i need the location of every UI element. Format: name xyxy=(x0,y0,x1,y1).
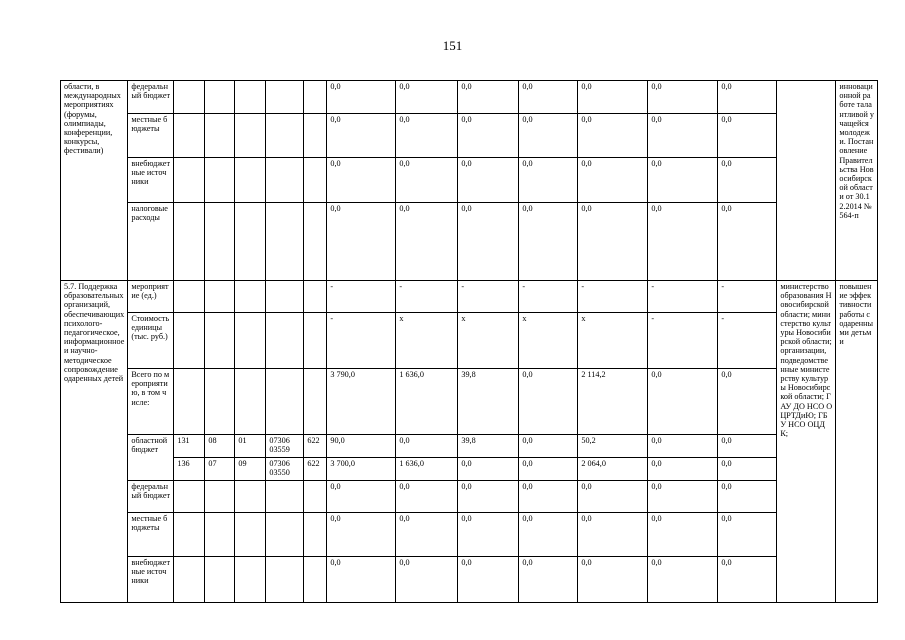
value-cell: 0,0 xyxy=(648,513,718,557)
value-cell: 0,0 xyxy=(458,158,519,203)
value-cell: 0,0 xyxy=(648,435,718,458)
value-cell: 0,0 xyxy=(327,481,396,513)
value-cell: 0,0 xyxy=(578,81,648,114)
value-cell: 0,0 xyxy=(718,81,777,114)
source-label: местные бюджеты xyxy=(128,114,174,158)
value-cell: 0,0 xyxy=(718,557,777,603)
value-cell: 0,0 xyxy=(396,114,458,158)
value-cell: 1 636,0 xyxy=(396,369,458,435)
value-cell: 0,0 xyxy=(396,81,458,114)
expected-result: повышение эффективности работы с одаренными детьми xyxy=(836,281,878,603)
value-cell: - xyxy=(458,281,519,313)
value-cell: - xyxy=(396,281,458,313)
value-cell: 0,0 xyxy=(578,203,648,281)
source-label: федеральный бюджет xyxy=(128,81,174,114)
value-cell: 0,0 xyxy=(648,158,718,203)
measure-description: 5.7. Поддержка образовательных организаций, обеспечивающих психолого-педагогическое, информационное и научно-методическое сопровождение одаренных детей xyxy=(61,281,128,603)
value-cell: 0,0 xyxy=(519,203,578,281)
value-cell: 0,0 xyxy=(327,203,396,281)
value-cell: 0,0 xyxy=(648,481,718,513)
source-label: Всего по мероприятию, в том числе: xyxy=(128,369,174,435)
value-cell: 0,0 xyxy=(718,435,777,458)
value-cell: 0,0 xyxy=(396,203,458,281)
responsible-executors: министерство образования Новосибирской области; министерство культуры Новосибирской области; организации, подведомственные министерству культуры Новосибирской области; ГАУ ДО НСО ОЦРТДиЮ; ГБУ НСО ОЦДК; xyxy=(777,281,836,603)
value-cell: - xyxy=(718,313,777,369)
section-code: 08 xyxy=(205,435,235,458)
program-table xyxy=(60,80,878,603)
table-row xyxy=(61,481,878,513)
value-cell: 0,0 xyxy=(327,513,396,557)
value-cell: 0,0 xyxy=(458,81,519,114)
value-cell: 0,0 xyxy=(396,435,458,458)
table-row xyxy=(61,114,878,158)
source-label: областной бюджет xyxy=(128,435,174,481)
value-cell: x xyxy=(396,313,458,369)
value-cell: 90,0 xyxy=(327,435,396,458)
value-cell: 0,0 xyxy=(458,481,519,513)
value-cell: 0,0 xyxy=(578,481,648,513)
value-cell: 1 636,0 xyxy=(396,458,458,481)
value-cell: 0,0 xyxy=(519,481,578,513)
value-cell: - xyxy=(648,313,718,369)
value-cell: 0,0 xyxy=(327,114,396,158)
value-cell: 0,0 xyxy=(519,158,578,203)
source-label: Стоимость единицы (тыс. руб.) xyxy=(128,313,174,369)
table-row xyxy=(61,203,878,281)
value-cell: 0,0 xyxy=(648,114,718,158)
source-label: внебюджетные источники xyxy=(128,557,174,603)
source-label: внебюджетные источники xyxy=(128,158,174,203)
value-cell: 3 790,0 xyxy=(327,369,396,435)
value-cell: 0,0 xyxy=(458,114,519,158)
table-row xyxy=(61,557,878,603)
value-cell: 0,0 xyxy=(519,513,578,557)
value-cell: 0,0 xyxy=(648,369,718,435)
target-article-code: 07306 03559 xyxy=(266,435,304,458)
table-row xyxy=(61,313,878,369)
grbs-code: 131 xyxy=(174,435,205,458)
value-cell: 0,0 xyxy=(519,369,578,435)
value-cell: 0,0 xyxy=(519,81,578,114)
table-row xyxy=(61,158,878,203)
table-row xyxy=(61,458,878,481)
value-cell: 0,0 xyxy=(718,369,777,435)
subsection-code: 09 xyxy=(235,458,266,481)
value-cell: x xyxy=(578,313,648,369)
value-cell: - xyxy=(648,281,718,313)
table-row xyxy=(61,281,878,313)
value-cell: 50,2 xyxy=(578,435,648,458)
value-cell: 0,0 xyxy=(578,557,648,603)
source-label: налоговые расходы xyxy=(128,203,174,281)
value-cell: 0,0 xyxy=(578,114,648,158)
value-cell: 0,0 xyxy=(458,513,519,557)
page-number: 151 xyxy=(442,38,463,53)
subsection-code: 01 xyxy=(235,435,266,458)
value-cell: 0,0 xyxy=(396,557,458,603)
value-cell: - xyxy=(327,281,396,313)
value-cell: 0,0 xyxy=(396,481,458,513)
value-cell: 0,0 xyxy=(718,458,777,481)
value-cell: 0,0 xyxy=(648,458,718,481)
value-cell: 0,0 xyxy=(578,513,648,557)
table-row xyxy=(61,513,878,557)
value-cell: - xyxy=(519,281,578,313)
value-cell: 0,0 xyxy=(458,203,519,281)
value-cell: 0,0 xyxy=(396,158,458,203)
source-label: местные бюджеты xyxy=(128,513,174,557)
value-cell: - xyxy=(327,313,396,369)
value-cell: 2 064,0 xyxy=(578,458,648,481)
source-label: федеральный бюджет xyxy=(128,481,174,513)
target-article-code: 07306 03550 xyxy=(266,458,304,481)
value-cell: 0,0 xyxy=(648,203,718,281)
value-cell: 0,0 xyxy=(718,203,777,281)
value-cell: 0,0 xyxy=(648,81,718,114)
measure-description: области, в международных мероприятиях (форумы, олимпиады, конференции, конкурсы, фестивали) xyxy=(61,81,128,281)
value-cell: 0,0 xyxy=(458,557,519,603)
value-cell: 0,0 xyxy=(327,557,396,603)
grbs-code: 136 xyxy=(174,458,205,481)
expense-type-code: 622 xyxy=(304,435,327,458)
value-cell: 0,0 xyxy=(396,513,458,557)
value-cell: 2 114,2 xyxy=(578,369,648,435)
value-cell: 0,0 xyxy=(718,481,777,513)
table-row xyxy=(61,369,878,435)
value-cell: 0,0 xyxy=(519,114,578,158)
source-label: мероприятие (ед.) xyxy=(128,281,174,313)
table-row xyxy=(61,435,878,458)
value-cell: 0,0 xyxy=(519,435,578,458)
value-cell: 39,8 xyxy=(458,369,519,435)
expense-type-code: 622 xyxy=(304,458,327,481)
value-cell: 39,8 xyxy=(458,435,519,458)
value-cell: - xyxy=(718,281,777,313)
table-row xyxy=(61,81,878,114)
value-cell: 0,0 xyxy=(458,458,519,481)
value-cell: 0,0 xyxy=(578,158,648,203)
value-cell: 0,0 xyxy=(519,557,578,603)
value-cell: 0,0 xyxy=(327,158,396,203)
value-cell: 0,0 xyxy=(718,158,777,203)
value-cell: 3 700,0 xyxy=(327,458,396,481)
value-cell: x xyxy=(519,313,578,369)
value-cell: 0,0 xyxy=(718,513,777,557)
value-cell: 0,0 xyxy=(648,557,718,603)
section-code: 07 xyxy=(205,458,235,481)
value-cell: - xyxy=(578,281,648,313)
value-cell: x xyxy=(458,313,519,369)
expected-result: инновационной работе талантливой учащейся молодежи. Постановление Правительства Новосибирской области от 30.12.2014 № 564-п xyxy=(836,81,878,281)
value-cell: 0,0 xyxy=(718,114,777,158)
value-cell: 0,0 xyxy=(327,81,396,114)
value-cell: 0,0 xyxy=(519,458,578,481)
